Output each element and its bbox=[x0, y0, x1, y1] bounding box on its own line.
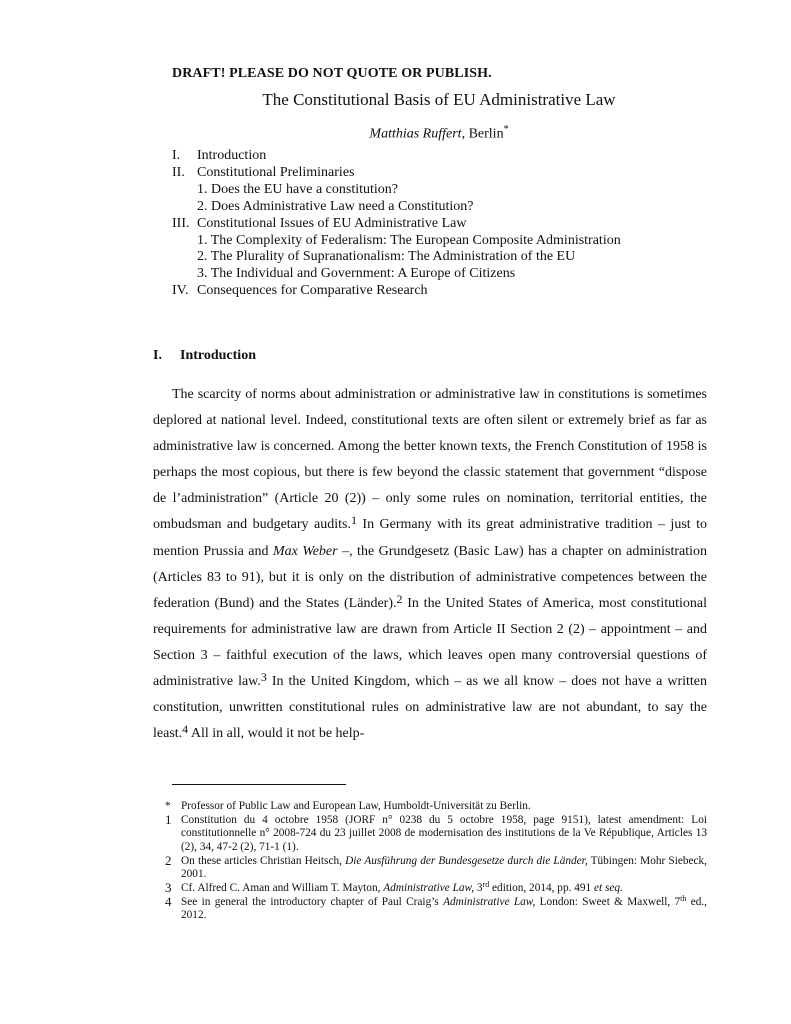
toc-item bbox=[172, 216, 621, 233]
paragraph-text: In the United Kingdom, which – as we all know – does not have a written constitution, unwritten constitutional rules on administrative law are not abundant, to say the least. bbox=[153, 674, 707, 742]
paragraph-text: The scarcity of norms about administration or administrative law in constitutions is sometimes deplored at national level. Indeed, constitutional texts are often silent or extremely brief as far as administrative law is concerned. Among the better known texts, the French Constitution of 1958 is perhaps the most copious, but there is few beyond the classic statement that government “dispose de l’administration” (Article 20 (2)) – only some rules on nomination, territorial entities, the ombudsman and budgetary audits. bbox=[153, 387, 707, 533]
footnote-1 bbox=[165, 811, 707, 854]
footnotes bbox=[165, 800, 707, 923]
toc-label: Consequences for Comparative Research bbox=[197, 283, 428, 299]
body-paragraph bbox=[153, 382, 707, 747]
footnote-mark: * bbox=[165, 800, 171, 812]
footnote-emphasis: Administrative Law, bbox=[383, 881, 475, 894]
footnote-superscript: th bbox=[680, 893, 687, 903]
toc-label: Constitutional Issues of EU Administrative Law bbox=[197, 215, 467, 231]
footnote-text: Professor of Public Law and European Law, Humboldt-Universität zu Berlin. bbox=[181, 800, 531, 812]
toc-subitem: 2. Does Administrative Law need a Constitution? bbox=[197, 198, 474, 214]
footnote-mark: 4 bbox=[165, 893, 172, 909]
footnote-text: Tübingen: Mohr Siebeck, 2001. bbox=[181, 854, 707, 881]
toc-item bbox=[172, 283, 621, 300]
footnote-2 bbox=[165, 852, 707, 882]
footnote-ref-3[interactable]: 3 bbox=[260, 670, 267, 685]
toc-number: IV. bbox=[172, 283, 189, 299]
toc-label: Constitutional Preliminaries bbox=[197, 164, 355, 180]
paragraph-emphasis: Max Weber bbox=[272, 543, 338, 559]
paragraph-text: –, the Grundgesetz (Basic Law) has a chapter on administration (Articles 83 to 91), but it is only on the distribution of administrative competences between the federation (Bund) and the States (Länder). bbox=[153, 543, 707, 611]
author-name: Matthias Ruffert, bbox=[369, 126, 466, 142]
toc-subitem: 2. The Plurality of Supranationalism: The Administration of the EU bbox=[197, 249, 576, 265]
footnote-emphasis: Administrative Law, bbox=[443, 895, 536, 908]
toc-subitem: 3. The Individual and Government: A Europe of Citizens bbox=[197, 266, 516, 282]
author-line bbox=[0, 124, 791, 143]
toc-number: I. bbox=[172, 148, 181, 163]
toc-subitem: 1. Does the EU have a constitution? bbox=[197, 181, 399, 197]
table-of-contents bbox=[172, 148, 621, 300]
footnote-emphasis: Die Ausführung der Bundesgesetze durch die Länder, bbox=[345, 854, 588, 867]
footnote-text: Cf. Alfred C. Aman and William T. Mayton, bbox=[181, 881, 384, 894]
footnote-text: London: Sweet & Maxwell, 7 bbox=[535, 895, 681, 908]
author-place: Berlin bbox=[465, 126, 504, 142]
toc-label: Introduction bbox=[197, 148, 267, 163]
toc-item bbox=[172, 165, 621, 182]
footnote-mark: 2 bbox=[165, 852, 172, 868]
author-footnote-mark: * bbox=[503, 124, 509, 135]
footnote-text: Constitution du 4 octobre 1958 (JORF n° 0238 du 5 octobre 1958, page 9151), latest amendment: Loi constitutionnelle n° 2008-724 du 23 juillet 2008 de modernisation des institutions de la Ve République, Articles 13 (2), 34, 47-2 (2), 71-1 (1). bbox=[181, 813, 707, 853]
footnote-author bbox=[165, 800, 707, 813]
footnote-4 bbox=[165, 893, 708, 923]
footnote-text: On these articles Christian Heitsch, bbox=[181, 854, 346, 867]
section-heading bbox=[153, 348, 256, 364]
footnote-text: See in general the introductory chapter of Paul Craig’s bbox=[181, 895, 444, 908]
paragraph-text: In the United States of America, most constitutional requirements for administrative law are drawn from Article II Section 2 (2) – appointment – and Section 3 – faithful execution of the laws, which leaves open many controversial questions of administrative law. bbox=[153, 595, 707, 690]
toc-number: II. bbox=[172, 164, 185, 180]
footnote-text: 3 bbox=[474, 881, 483, 894]
section-title: Introduction bbox=[180, 348, 256, 363]
paragraph-text: In Germany with its great administrative tradition – just to mention Prussia and bbox=[153, 517, 707, 559]
footnote-mark: 1 bbox=[165, 811, 172, 827]
footnote-mark: 3 bbox=[165, 879, 172, 895]
footnote-emphasis: et seq. bbox=[594, 881, 623, 894]
footnote-superscript: rd bbox=[482, 879, 490, 889]
draft-notice: DRAFT! PLEASE DO NOT QUOTE OR PUBLISH. bbox=[172, 66, 492, 81]
footnote-text: ed., 2012. bbox=[181, 895, 708, 922]
footnote-text: edition, 2014, pp. 491 bbox=[489, 881, 595, 894]
footnote-3 bbox=[165, 879, 707, 895]
footnote-ref-1[interactable]: 1 bbox=[350, 513, 357, 528]
paragraph-text: All in all, would it not be help- bbox=[188, 726, 365, 742]
footnote-ref-2[interactable]: 2 bbox=[396, 591, 403, 606]
toc-number: III. bbox=[172, 215, 190, 231]
toc-item bbox=[172, 148, 621, 165]
paper-title: The Constitutional Basis of EU Administrative Law bbox=[262, 90, 616, 109]
section-number: I. bbox=[153, 348, 162, 363]
toc-subitem: 1. The Complexity of Federalism: The European Composite Administration bbox=[197, 232, 621, 248]
footnote-divider bbox=[172, 784, 346, 785]
footnote-ref-4[interactable]: 4 bbox=[182, 722, 189, 737]
